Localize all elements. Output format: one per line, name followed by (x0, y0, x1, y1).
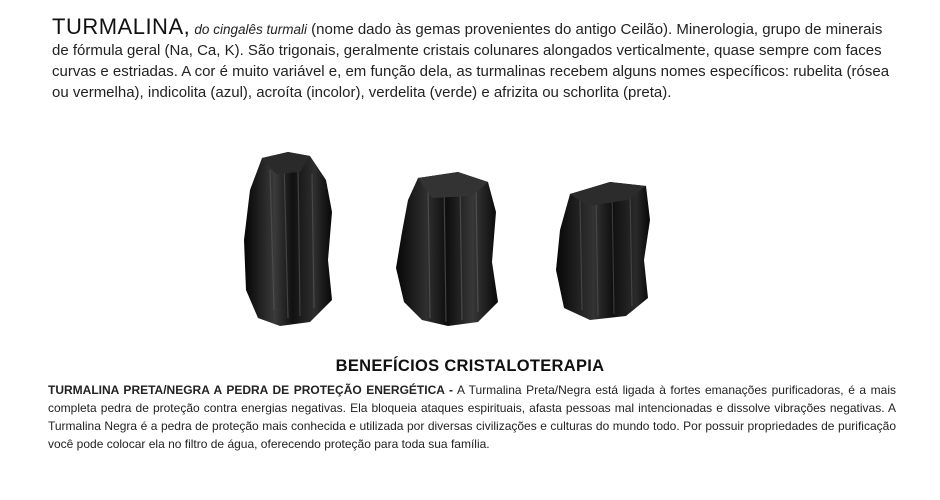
intro-paragraph (52, 16, 902, 103)
crystal-gallery (0, 150, 940, 330)
term-heading: TURMALINA, (52, 14, 191, 39)
intro-text: (nome dado às gemas provenientes do antigo Ceilão). Minerologia, grupo de minerais de fórmula geral (Na, Ca, K). São trigonais, geralmente cristais colunares alongados verticalmente, quase sempre com faces curvas e estriadas. A cor é muito variável e, em função dela, as turmalinas recebem alguns nomes específicos: rubelita (rósea ou vermelha), indicolita (azul), acroíta (incolor), verdelita (verde) e afrizita ou schorlita (preta). (52, 21, 890, 101)
tourmaline-crystal-icon (550, 180, 655, 320)
tourmaline-crystal-icon (388, 172, 508, 327)
etymology-note: do cingalês turmali (194, 22, 307, 37)
benefits-lead: TURMALINA PRETA/NEGRA A PEDRA DE PROTEÇÃO ENERGÉTICA - (48, 383, 454, 397)
benefits-text: A Turmalina Preta/Negra está ligada à fortes emanações purificadoras, é a mais completa pedra de proteção contra energias negativas. Ela bloqueia ataques espirituais, afasta pessoas mal intencionadas e dissolve vibrações negativas. A Turmalina Negra é a pedra de proteção mais conhecida e utilizada por diversas civilizações e culturas do mundo todo. Por possuir propriedades de purificação você pode colocar ela no filtro de água, oferecendo proteção para toda sua família. (48, 383, 896, 451)
tourmaline-crystal-icon (240, 150, 340, 328)
benefits-paragraph (48, 381, 896, 453)
benefits-title: BENEFÍCIOS CRISTALOTERAPIA (335, 357, 605, 375)
crystal-image-2 (388, 172, 508, 327)
crystal-image-3 (550, 180, 655, 320)
crystal-image-1 (240, 150, 340, 328)
